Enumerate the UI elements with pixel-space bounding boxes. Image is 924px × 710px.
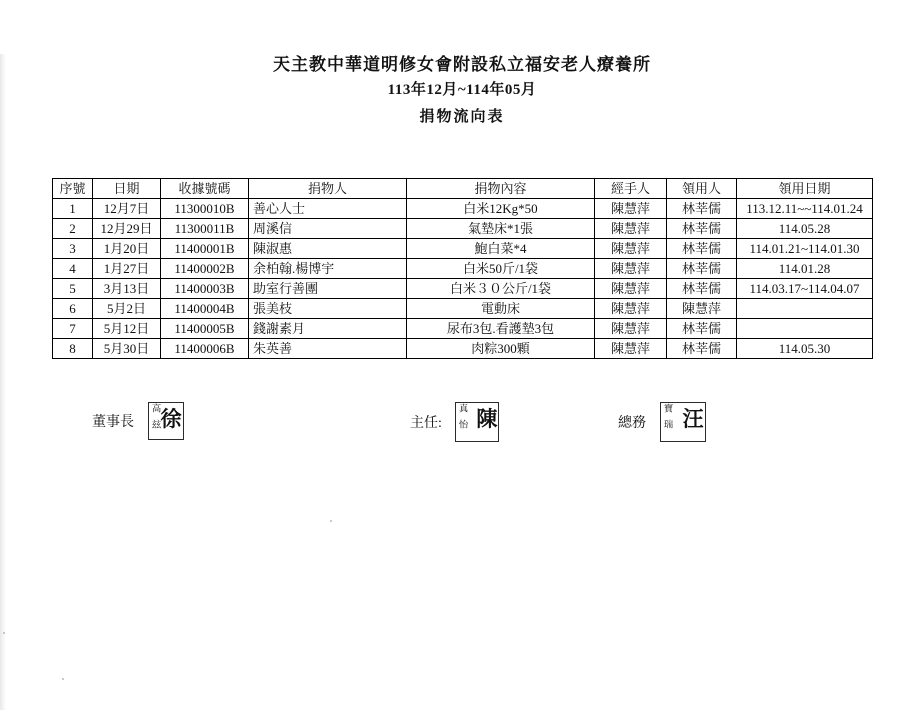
column-header-receipt: 收據號碼 (161, 179, 249, 199)
column-header-use-date: 領用日期 (737, 179, 873, 199)
cell-handler: 陳慧萍 (595, 339, 667, 359)
chairman-seal-surname: 徐 (160, 407, 182, 431)
chairman-seal-stamp (148, 402, 184, 440)
cell-receiver: 林莘儒 (667, 319, 737, 339)
general-affairs-seal-surname: 汪 (682, 407, 704, 431)
table-row (53, 199, 873, 219)
cell-date: 12月29日 (93, 219, 161, 239)
cell-donor: 周溪信 (249, 219, 407, 239)
cell-handler: 陳慧萍 (595, 259, 667, 279)
cell-no: 1 (53, 199, 93, 219)
cell-use-date (737, 299, 873, 319)
scan-edge-shadow (0, 54, 6, 710)
cell-use-date (737, 319, 873, 339)
table-row (53, 299, 873, 319)
cell-handler: 陳慧萍 (595, 299, 667, 319)
document-header (0, 54, 924, 126)
cell-no: 4 (53, 259, 93, 279)
cell-use-date: 114.05.30 (737, 339, 873, 359)
signature-chairman (92, 402, 184, 440)
table-row (53, 219, 873, 239)
column-header-no: 序號 (53, 179, 93, 199)
table-row (53, 239, 873, 259)
report-period: 113年12月~114年05月 (387, 81, 537, 98)
cell-date: 5月30日 (93, 339, 161, 359)
cell-date: 12月7日 (93, 199, 161, 219)
scan-speck (3, 632, 5, 634)
cell-content: 肉粽300顆 (407, 339, 595, 359)
cell-content: 氣墊床*1張 (407, 219, 595, 239)
cell-receiver: 林莘儒 (667, 239, 737, 259)
signature-general-affairs-label: 總務 (618, 416, 646, 431)
cell-handler: 陳慧萍 (595, 199, 667, 219)
general-affairs-seal-top: 寶 (663, 403, 673, 415)
cell-donor: 朱英善 (249, 339, 407, 359)
donation-table (52, 178, 873, 359)
table-row (53, 319, 873, 339)
cell-receiver: 林莘儒 (667, 219, 737, 239)
general-affairs-seal-stamp (660, 402, 706, 442)
table-header-row (53, 179, 873, 199)
cell-no: 3 (53, 239, 93, 259)
cell-handler: 陳慧萍 (595, 279, 667, 299)
cell-content: 白米３０公斤/1袋 (407, 279, 595, 299)
cell-no: 8 (53, 339, 93, 359)
scan-speck (62, 678, 64, 680)
table-row (53, 339, 873, 359)
cell-use-date: 114.03.17~114.04.07 (737, 279, 873, 299)
cell-receiver: 林莘儒 (667, 279, 737, 299)
cell-date: 3月13日 (93, 279, 161, 299)
scanned-document-page (0, 54, 924, 710)
cell-no: 6 (53, 299, 93, 319)
cell-handler: 陳慧萍 (595, 239, 667, 259)
column-header-date: 日期 (93, 179, 161, 199)
cell-receiver: 林莘儒 (667, 339, 737, 359)
chairman-seal-top: 高 (151, 403, 161, 415)
cell-content: 電動床 (407, 299, 595, 319)
cell-donor: 善心人士 (249, 199, 407, 219)
cell-content: 白米12Kg*50 (407, 199, 595, 219)
signature-director-label: 主任: (410, 416, 442, 431)
cell-donor: 張美枝 (249, 299, 407, 319)
cell-receipt: 11400001B (161, 239, 249, 259)
column-header-donor: 捐物人 (249, 179, 407, 199)
table-row (53, 279, 873, 299)
cell-receipt: 11300010B (161, 199, 249, 219)
cell-date: 5月12日 (93, 319, 161, 339)
general-affairs-seal-bottom: 瑞 (663, 419, 673, 431)
column-header-handler: 經手人 (595, 179, 667, 199)
cell-receiver: 陳慧萍 (667, 299, 737, 319)
cell-no: 2 (53, 219, 93, 239)
cell-donor: 助室行善團 (249, 279, 407, 299)
cell-handler: 陳慧萍 (595, 219, 667, 239)
page-title: 天主教中華道明修女會附設私立福安老人療養所 (273, 55, 651, 74)
cell-receipt: 11400003B (161, 279, 249, 299)
cell-date: 5月2日 (93, 299, 161, 319)
cell-date: 1月20日 (93, 239, 161, 259)
cell-receiver: 林莘儒 (667, 259, 737, 279)
cell-receipt: 11300011B (161, 219, 249, 239)
scan-speck (330, 520, 332, 522)
cell-date: 1月27日 (93, 259, 161, 279)
director-seal-stamp (455, 402, 499, 442)
column-header-content: 捐物內容 (407, 179, 595, 199)
cell-use-date: 114.01.28 (737, 259, 873, 279)
donation-table-container (52, 178, 872, 359)
cell-receiver: 林莘儒 (667, 199, 737, 219)
cell-content: 尿布3包.看護墊3包 (407, 319, 595, 339)
cell-content: 白米50斤/1袋 (407, 259, 595, 279)
cell-handler: 陳慧萍 (595, 319, 667, 339)
cell-use-date: 114.05.28 (737, 219, 873, 239)
report-subtitle: 捐物流向表 (419, 109, 505, 126)
signature-section (0, 394, 924, 454)
cell-donor: 陳淑惠 (249, 239, 407, 259)
cell-use-date: 113.12.11~~114.01.24 (737, 199, 873, 219)
cell-receipt: 11400004B (161, 299, 249, 319)
director-seal-surname: 陳 (476, 407, 498, 431)
table-row (53, 259, 873, 279)
signature-chairman-label: 董事長 (92, 415, 134, 430)
cell-receipt: 11400002B (161, 259, 249, 279)
cell-receipt: 11400006B (161, 339, 249, 359)
cell-content: 鮑白菜*4 (407, 239, 595, 259)
cell-use-date: 114.01.21~114.01.30 (737, 239, 873, 259)
signature-general-affairs (618, 402, 706, 442)
cell-receipt: 11400005B (161, 319, 249, 339)
cell-donor: 余柏翰.楊博宇 (249, 259, 407, 279)
column-header-receiver: 領用人 (667, 179, 737, 199)
cell-donor: 錢謝素月 (249, 319, 407, 339)
cell-no: 7 (53, 319, 93, 339)
director-seal-bottom: 怡 (459, 419, 469, 431)
chairman-seal-bottom: 玆 (151, 419, 161, 431)
signature-director (410, 402, 499, 442)
cell-no: 5 (53, 279, 93, 299)
director-seal-top: 真 (459, 403, 469, 415)
